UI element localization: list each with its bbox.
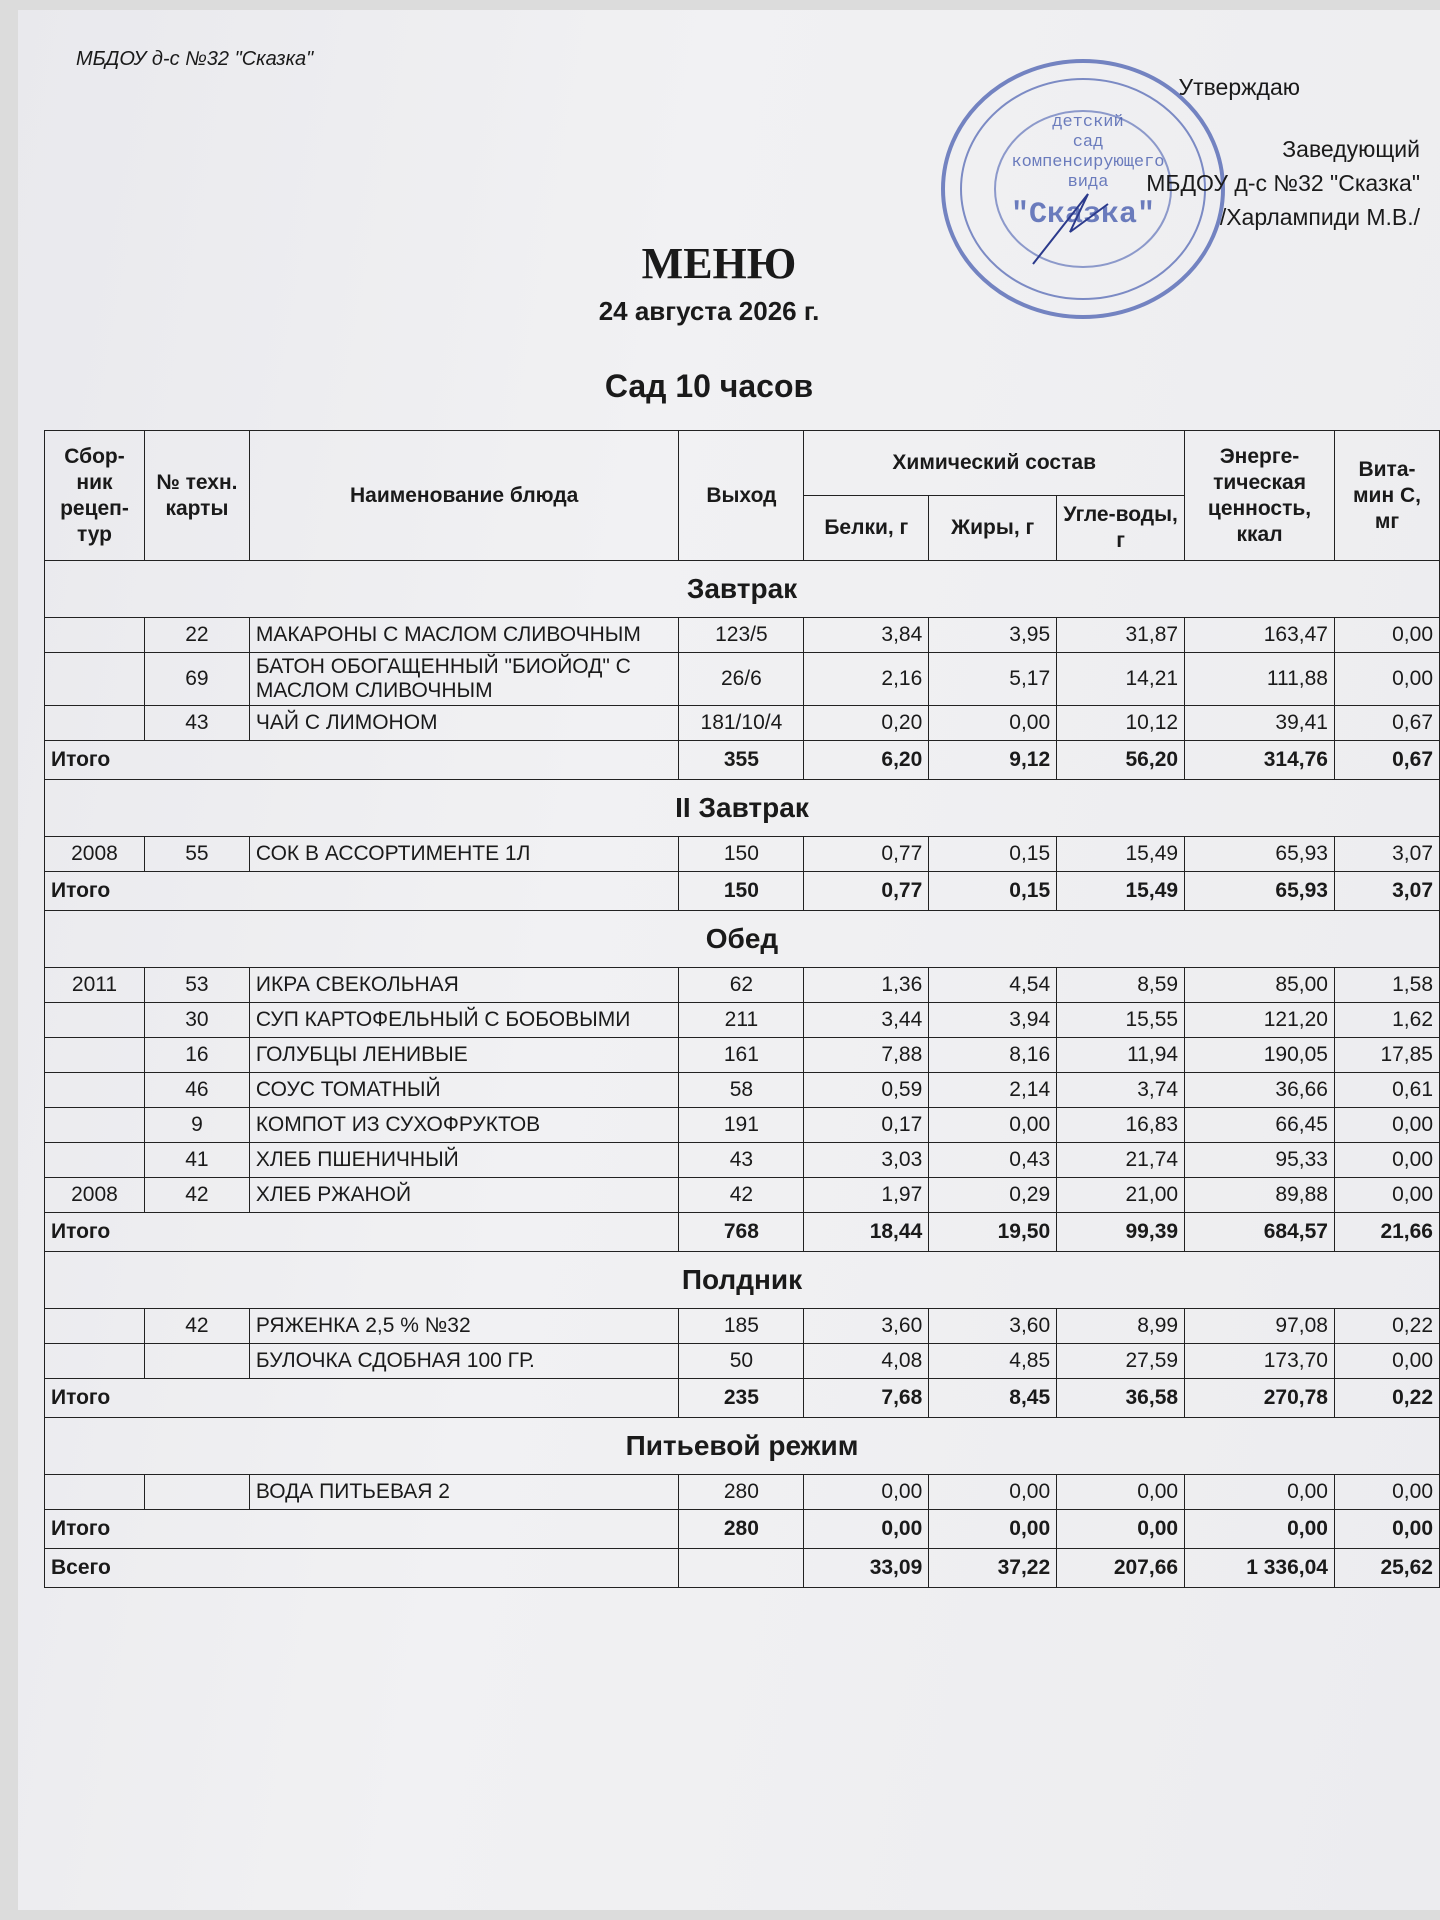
table-row bbox=[45, 1073, 1440, 1108]
cell-fats: 3,95 bbox=[929, 618, 1057, 653]
cell-yield: 150 bbox=[679, 837, 804, 872]
total-label: Итого bbox=[45, 741, 679, 780]
cell-proteins: 2,16 bbox=[804, 653, 929, 706]
cell-energy: 39,41 bbox=[1185, 706, 1335, 741]
total-value: 9,12 bbox=[929, 741, 1057, 780]
cell-proteins: 1,36 bbox=[804, 968, 929, 1003]
approval-title: Утверждаю bbox=[1178, 74, 1300, 100]
cell-recipe-collection bbox=[45, 706, 145, 741]
total-yield: 355 bbox=[679, 741, 804, 780]
cell-proteins: 0,20 bbox=[804, 706, 929, 741]
total-value: 21,66 bbox=[1334, 1213, 1439, 1252]
total-value: 36,58 bbox=[1057, 1379, 1185, 1418]
cell-vitamin-c: 17,85 bbox=[1334, 1038, 1439, 1073]
cell-fats: 4,85 bbox=[929, 1344, 1057, 1379]
svg-text:компенсирующего: компенсирующего bbox=[1011, 153, 1165, 172]
cell-vitamin-c: 0,00 bbox=[1334, 1344, 1439, 1379]
cell-dish-name: БУЛОЧКА СДОБНАЯ 100 ГР. bbox=[249, 1344, 679, 1379]
total-row bbox=[45, 1510, 1440, 1549]
grand-total-value: 33,09 bbox=[804, 1549, 929, 1588]
header-yield: Выход bbox=[679, 431, 804, 561]
cell-tech-card: 42 bbox=[144, 1309, 249, 1344]
header-energy: Энерге-тическая ценность, ккал bbox=[1185, 431, 1335, 561]
cell-proteins: 0,59 bbox=[804, 1073, 929, 1108]
total-label: Итого bbox=[45, 872, 679, 911]
cell-dish-name: ВОДА ПИТЬЕВАЯ 2 bbox=[249, 1475, 679, 1510]
cell-proteins: 0,77 bbox=[804, 837, 929, 872]
section-title: Обед bbox=[45, 911, 1440, 968]
cell-energy: 190,05 bbox=[1185, 1038, 1335, 1073]
cell-tech-card: 16 bbox=[144, 1038, 249, 1073]
total-label: Итого bbox=[45, 1379, 679, 1418]
total-label: Итого bbox=[45, 1213, 679, 1252]
total-value: 56,20 bbox=[1057, 741, 1185, 780]
cell-recipe-collection bbox=[45, 1143, 145, 1178]
cell-tech-card: 9 bbox=[144, 1108, 249, 1143]
cell-vitamin-c: 0,00 bbox=[1334, 653, 1439, 706]
total-value: 18,44 bbox=[804, 1213, 929, 1252]
cell-recipe-collection bbox=[45, 1475, 145, 1510]
header-chemical-composition: Химический состав bbox=[804, 431, 1185, 496]
cell-recipe-collection bbox=[45, 1108, 145, 1143]
cell-proteins: 3,60 bbox=[804, 1309, 929, 1344]
cell-energy: 173,70 bbox=[1185, 1344, 1335, 1379]
grand-total-value: 37,22 bbox=[929, 1549, 1057, 1588]
cell-tech-card bbox=[144, 1344, 249, 1379]
header-dish-name: Наименование блюда bbox=[249, 431, 679, 561]
table-row bbox=[45, 1143, 1440, 1178]
grand-total-row bbox=[45, 1549, 1440, 1588]
cell-recipe-collection bbox=[45, 1344, 145, 1379]
cell-yield: 62 bbox=[679, 968, 804, 1003]
cell-vitamin-c: 0,00 bbox=[1334, 1108, 1439, 1143]
section-header bbox=[45, 1252, 1440, 1309]
cell-recipe-collection bbox=[45, 653, 145, 706]
total-value: 15,49 bbox=[1057, 872, 1185, 911]
total-value: 19,50 bbox=[929, 1213, 1057, 1252]
cell-vitamin-c: 0,67 bbox=[1334, 706, 1439, 741]
cell-dish-name: СОУС ТОМАТНЫЙ bbox=[249, 1073, 679, 1108]
cell-yield: 161 bbox=[679, 1038, 804, 1073]
svg-text:"Сказка": "Сказка" bbox=[1010, 198, 1156, 232]
menu-table-body bbox=[45, 561, 1440, 1588]
table-row bbox=[45, 706, 1440, 741]
total-yield: 150 bbox=[679, 872, 804, 911]
total-value: 0,22 bbox=[1334, 1379, 1439, 1418]
cell-energy: 89,88 bbox=[1185, 1178, 1335, 1213]
cell-energy: 65,93 bbox=[1185, 837, 1335, 872]
table-row bbox=[45, 1038, 1440, 1073]
table-row bbox=[45, 653, 1440, 706]
section-header bbox=[45, 911, 1440, 968]
cell-dish-name: ИКРА СВЕКОЛЬНАЯ bbox=[249, 968, 679, 1003]
cell-tech-card: 69 bbox=[144, 653, 249, 706]
cell-carbs: 15,49 bbox=[1057, 837, 1185, 872]
cell-recipe-collection bbox=[45, 1003, 145, 1038]
cell-proteins: 0,17 bbox=[804, 1108, 929, 1143]
cell-vitamin-c: 0,00 bbox=[1334, 1475, 1439, 1510]
cell-proteins: 3,84 bbox=[804, 618, 929, 653]
svg-text:детский: детский bbox=[1052, 113, 1124, 132]
section-header bbox=[45, 561, 1440, 618]
cell-yield: 181/10/4 bbox=[679, 706, 804, 741]
total-label: Итого bbox=[45, 1510, 679, 1549]
cell-proteins: 4,08 bbox=[804, 1344, 929, 1379]
cell-energy: 111,88 bbox=[1185, 653, 1335, 706]
cell-recipe-collection bbox=[45, 1073, 145, 1108]
header-tech-card: № техн. карты bbox=[144, 431, 249, 561]
cell-dish-name: КОМПОТ ИЗ СУХОФРУКТОВ bbox=[249, 1108, 679, 1143]
cell-vitamin-c: 0,00 bbox=[1334, 1178, 1439, 1213]
table-row bbox=[45, 968, 1440, 1003]
total-yield: 768 bbox=[679, 1213, 804, 1252]
cell-dish-name: СУП КАРТОФЕЛЬНЫЙ С БОБОВЫМИ bbox=[249, 1003, 679, 1038]
total-value: 6,20 bbox=[804, 741, 929, 780]
total-value: 99,39 bbox=[1057, 1213, 1185, 1252]
cell-energy: 97,08 bbox=[1185, 1309, 1335, 1344]
cell-energy: 66,45 bbox=[1185, 1108, 1335, 1143]
cell-vitamin-c: 1,58 bbox=[1334, 968, 1439, 1003]
cell-fats: 0,00 bbox=[929, 706, 1057, 741]
total-value: 0,67 bbox=[1334, 741, 1439, 780]
cell-fats: 0,15 bbox=[929, 837, 1057, 872]
cell-carbs: 11,94 bbox=[1057, 1038, 1185, 1073]
total-value: 270,78 bbox=[1185, 1379, 1335, 1418]
total-value: 0,00 bbox=[804, 1510, 929, 1549]
total-row bbox=[45, 1213, 1440, 1252]
grand-total-yield bbox=[679, 1549, 804, 1588]
cell-yield: 123/5 bbox=[679, 618, 804, 653]
cell-fats: 0,00 bbox=[929, 1108, 1057, 1143]
cell-fats: 4,54 bbox=[929, 968, 1057, 1003]
header-vitamin-c: Вита-мин С, мг bbox=[1334, 431, 1439, 561]
cell-yield: 43 bbox=[679, 1143, 804, 1178]
cell-tech-card: 30 bbox=[144, 1003, 249, 1038]
section-title: Питьевой режим bbox=[45, 1418, 1440, 1475]
total-value: 0,77 bbox=[804, 872, 929, 911]
cell-energy: 95,33 bbox=[1185, 1143, 1335, 1178]
menu-table bbox=[44, 430, 1440, 1588]
cell-carbs: 14,21 bbox=[1057, 653, 1185, 706]
cell-recipe-collection bbox=[45, 618, 145, 653]
cell-fats: 0,29 bbox=[929, 1178, 1057, 1213]
cell-proteins: 7,88 bbox=[804, 1038, 929, 1073]
cell-proteins: 0,00 bbox=[804, 1475, 929, 1510]
menu-title: МЕНЮ bbox=[641, 239, 797, 288]
table-row bbox=[45, 1344, 1440, 1379]
cell-vitamin-c: 0,22 bbox=[1334, 1309, 1439, 1344]
header-carbs: Угле-воды, г bbox=[1057, 496, 1185, 561]
cell-energy: 0,00 bbox=[1185, 1475, 1335, 1510]
total-yield: 280 bbox=[679, 1510, 804, 1549]
cell-tech-card: 53 bbox=[144, 968, 249, 1003]
table-row bbox=[45, 1108, 1440, 1143]
section-title: Полдник bbox=[45, 1252, 1440, 1309]
cell-recipe-collection bbox=[45, 1038, 145, 1073]
header-fats: Жиры, г bbox=[929, 496, 1057, 561]
table-row bbox=[45, 1003, 1440, 1038]
total-row bbox=[45, 1379, 1440, 1418]
cell-dish-name: МАКАРОНЫ С МАСЛОМ СЛИВОЧНЫМ bbox=[249, 618, 679, 653]
total-value: 0,00 bbox=[929, 1510, 1057, 1549]
total-value: 65,93 bbox=[1185, 872, 1335, 911]
cell-carbs: 21,74 bbox=[1057, 1143, 1185, 1178]
section-header bbox=[45, 780, 1440, 837]
header-proteins: Белки, г bbox=[804, 496, 929, 561]
table-row bbox=[45, 1178, 1440, 1213]
cell-dish-name: СОК В АССОРТИМЕНТЕ 1Л bbox=[249, 837, 679, 872]
cell-fats: 5,17 bbox=[929, 653, 1057, 706]
cell-carbs: 31,87 bbox=[1057, 618, 1185, 653]
total-yield: 235 bbox=[679, 1379, 804, 1418]
total-value: 7,68 bbox=[804, 1379, 929, 1418]
cell-energy: 36,66 bbox=[1185, 1073, 1335, 1108]
table-row bbox=[45, 837, 1440, 872]
cell-yield: 26/6 bbox=[679, 653, 804, 706]
cell-dish-name: БАТОН ОБОГАЩЕННЫЙ "БИОЙОД" С МАСЛОМ СЛИВОЧНЫМ bbox=[249, 653, 679, 706]
menu-subtitle: Сад 10 часов bbox=[604, 368, 814, 404]
cell-dish-name: ХЛЕБ РЖАНОЙ bbox=[249, 1178, 679, 1213]
cell-dish-name: ХЛЕБ ПШЕНИЧНЫЙ bbox=[249, 1143, 679, 1178]
total-value: 684,57 bbox=[1185, 1213, 1335, 1252]
cell-tech-card: 46 bbox=[144, 1073, 249, 1108]
cell-carbs: 21,00 bbox=[1057, 1178, 1185, 1213]
cell-carbs: 27,59 bbox=[1057, 1344, 1185, 1379]
organization-name: МБДОУ д-с №32 "Сказка" bbox=[76, 48, 314, 70]
cell-fats: 2,14 bbox=[929, 1073, 1057, 1108]
cell-tech-card: 22 bbox=[144, 618, 249, 653]
cell-fats: 3,94 bbox=[929, 1003, 1057, 1038]
cell-yield: 42 bbox=[679, 1178, 804, 1213]
cell-vitamin-c: 0,00 bbox=[1334, 618, 1439, 653]
cell-carbs: 8,99 bbox=[1057, 1309, 1185, 1344]
cell-tech-card bbox=[144, 1475, 249, 1510]
cell-carbs: 3,74 bbox=[1057, 1073, 1185, 1108]
table-row bbox=[45, 1309, 1440, 1344]
cell-recipe-collection bbox=[45, 1309, 145, 1344]
cell-fats: 8,16 bbox=[929, 1038, 1057, 1073]
cell-dish-name: РЯЖЕНКА 2,5 % №32 bbox=[249, 1309, 679, 1344]
cell-vitamin-c: 1,62 bbox=[1334, 1003, 1439, 1038]
cell-fats: 0,00 bbox=[929, 1475, 1057, 1510]
cell-carbs: 16,83 bbox=[1057, 1108, 1185, 1143]
total-value: 0,00 bbox=[1185, 1510, 1335, 1549]
total-value: 0,00 bbox=[1334, 1510, 1439, 1549]
cell-carbs: 10,12 bbox=[1057, 706, 1185, 741]
cell-dish-name: ГОЛУБЦЫ ЛЕНИВЫЕ bbox=[249, 1038, 679, 1073]
grand-total-value: 25,62 bbox=[1334, 1549, 1439, 1588]
approval-block bbox=[1146, 70, 1420, 234]
total-value: 314,76 bbox=[1185, 741, 1335, 780]
cell-tech-card: 41 bbox=[144, 1143, 249, 1178]
cell-vitamin-c: 0,61 bbox=[1334, 1073, 1439, 1108]
grand-total-label: Всего bbox=[45, 1549, 679, 1588]
cell-proteins: 3,44 bbox=[804, 1003, 929, 1038]
cell-recipe-collection: 2011 bbox=[45, 968, 145, 1003]
svg-text:вида: вида bbox=[1067, 173, 1109, 192]
document-sheet bbox=[18, 10, 1440, 1910]
section-title: II Завтрак bbox=[45, 780, 1440, 837]
cell-fats: 0,43 bbox=[929, 1143, 1057, 1178]
total-row bbox=[45, 741, 1440, 780]
cell-energy: 121,20 bbox=[1185, 1003, 1335, 1038]
cell-yield: 185 bbox=[679, 1309, 804, 1344]
total-value: 0,00 bbox=[1057, 1510, 1185, 1549]
total-value: 8,45 bbox=[929, 1379, 1057, 1418]
grand-total-value: 1 336,04 bbox=[1185, 1549, 1335, 1588]
cell-yield: 191 bbox=[679, 1108, 804, 1143]
section-header bbox=[45, 1418, 1440, 1475]
grand-total-value: 207,66 bbox=[1057, 1549, 1185, 1588]
cell-yield: 58 bbox=[679, 1073, 804, 1108]
total-row bbox=[45, 872, 1440, 911]
cell-tech-card: 42 bbox=[144, 1178, 249, 1213]
section-title: Завтрак bbox=[45, 561, 1440, 618]
cell-proteins: 1,97 bbox=[804, 1178, 929, 1213]
cell-tech-card: 43 bbox=[144, 706, 249, 741]
cell-vitamin-c: 0,00 bbox=[1334, 1143, 1439, 1178]
cell-vitamin-c: 3,07 bbox=[1334, 837, 1439, 872]
cell-recipe-collection: 2008 bbox=[45, 837, 145, 872]
cell-yield: 50 bbox=[679, 1344, 804, 1379]
cell-proteins: 3,03 bbox=[804, 1143, 929, 1178]
cell-yield: 280 bbox=[679, 1475, 804, 1510]
total-value: 3,07 bbox=[1334, 872, 1439, 911]
cell-energy: 163,47 bbox=[1185, 618, 1335, 653]
approver-role: Заведующий bbox=[1282, 136, 1420, 162]
menu-date: 24 августа 2026 г. bbox=[598, 296, 820, 326]
table-row bbox=[45, 618, 1440, 653]
total-value: 0,15 bbox=[929, 872, 1057, 911]
approver-name: /Харлампиди М.В./ bbox=[1219, 204, 1420, 230]
cell-carbs: 15,55 bbox=[1057, 1003, 1185, 1038]
header-recipe-collection: Сбор-ник рецеп-тур bbox=[45, 431, 145, 561]
cell-recipe-collection: 2008 bbox=[45, 1178, 145, 1213]
cell-carbs: 8,59 bbox=[1057, 968, 1185, 1003]
approver-organization: МБДОУ д-с №32 "Сказка" bbox=[1146, 170, 1420, 196]
cell-tech-card: 55 bbox=[144, 837, 249, 872]
table-row bbox=[45, 1475, 1440, 1510]
cell-carbs: 0,00 bbox=[1057, 1475, 1185, 1510]
cell-yield: 211 bbox=[679, 1003, 804, 1038]
cell-fats: 3,60 bbox=[929, 1309, 1057, 1344]
svg-text:сад: сад bbox=[1072, 133, 1104, 152]
cell-dish-name: ЧАЙ С ЛИМОНОМ bbox=[249, 706, 679, 741]
cell-energy: 85,00 bbox=[1185, 968, 1335, 1003]
